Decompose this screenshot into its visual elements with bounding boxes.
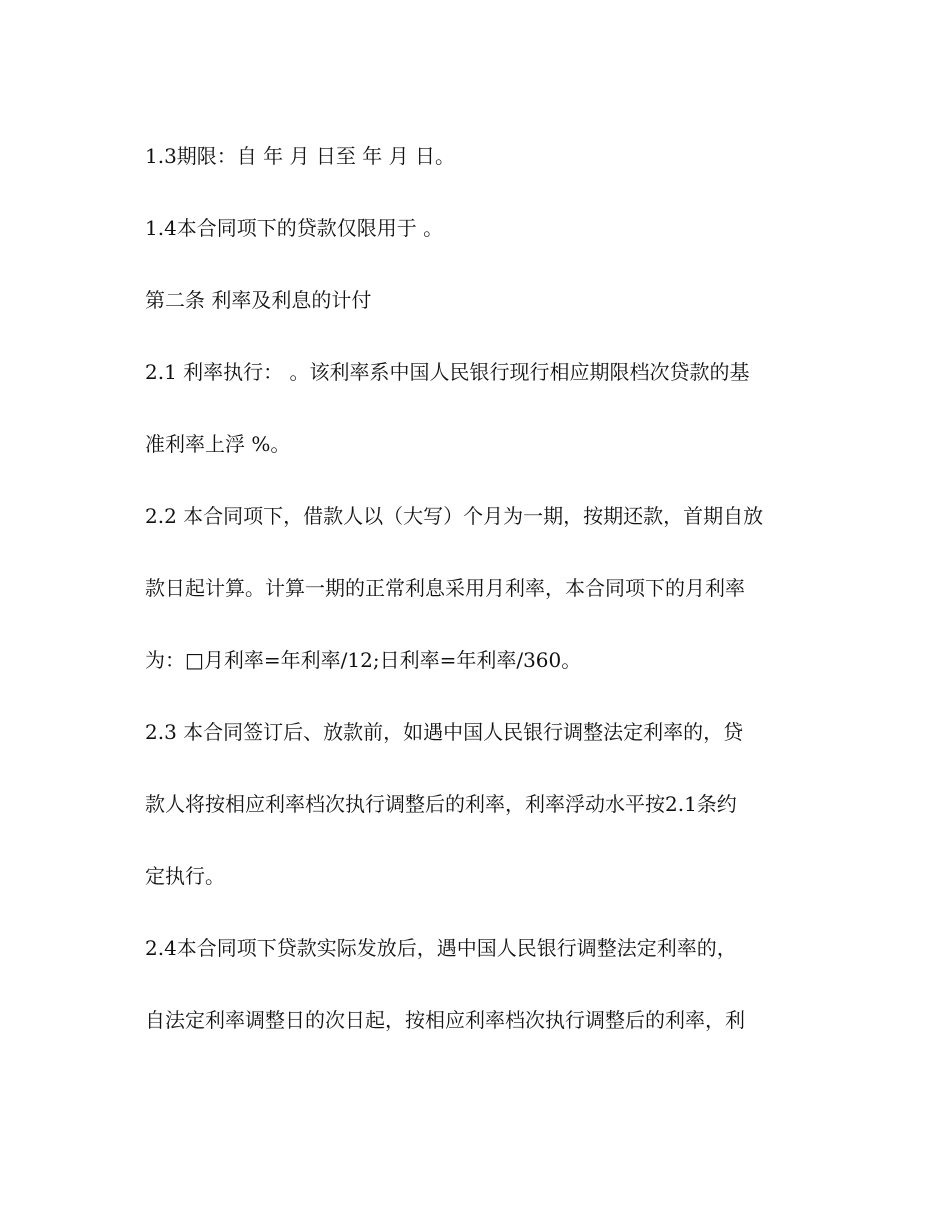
document-body bbox=[145, 138, 810, 1074]
clause-2-1-line-1: 2.1 利率执行： 。该利率系中国人民银行现行相应期限档次贷款的基 bbox=[145, 360, 750, 384]
clause-2-2-line-3: 为：□月利率=年利率/12;日利率=年利率/360。 bbox=[145, 648, 582, 672]
clause-2-2-line-2: 款日起计算。计算一期的正常利息采用月利率，本合同项下的月利率 bbox=[145, 576, 745, 600]
article-2-heading: 第二条 利率及利息的计付 bbox=[145, 288, 372, 312]
clause-1-3-term: 1.3期限：自 年 月 日至 年 月 日。 bbox=[145, 144, 455, 168]
clause-2-4-line-1: 2.4本合同项下贷款实际发放后，遇中国人民银行调整法定利率的， bbox=[145, 936, 737, 960]
clause-2-3-line-1: 2.3 本合同签订后、放款前，如遇中国人民银行调整法定利率的，贷 bbox=[145, 720, 744, 744]
clause-2-2-line-1: 2.2 本合同项下，借款人以（大写）个月为一期，按期还款，首期自放 bbox=[145, 504, 764, 528]
clause-2-1-line-2: 准利率上浮 %。 bbox=[145, 432, 291, 456]
clause-2-4-line-2: 自法定利率调整日的次日起，按相应利率档次执行调整后的利率，利 bbox=[145, 1008, 745, 1032]
clause-2-3-line-3: 定执行。 bbox=[145, 864, 225, 888]
clause-1-4-purpose: 1.4本合同项下的贷款仅限用于 。 bbox=[145, 216, 444, 240]
clause-2-3-line-2: 款人将按相应利率档次执行调整后的利率，利率浮动水平按2.1条约 bbox=[145, 792, 737, 816]
